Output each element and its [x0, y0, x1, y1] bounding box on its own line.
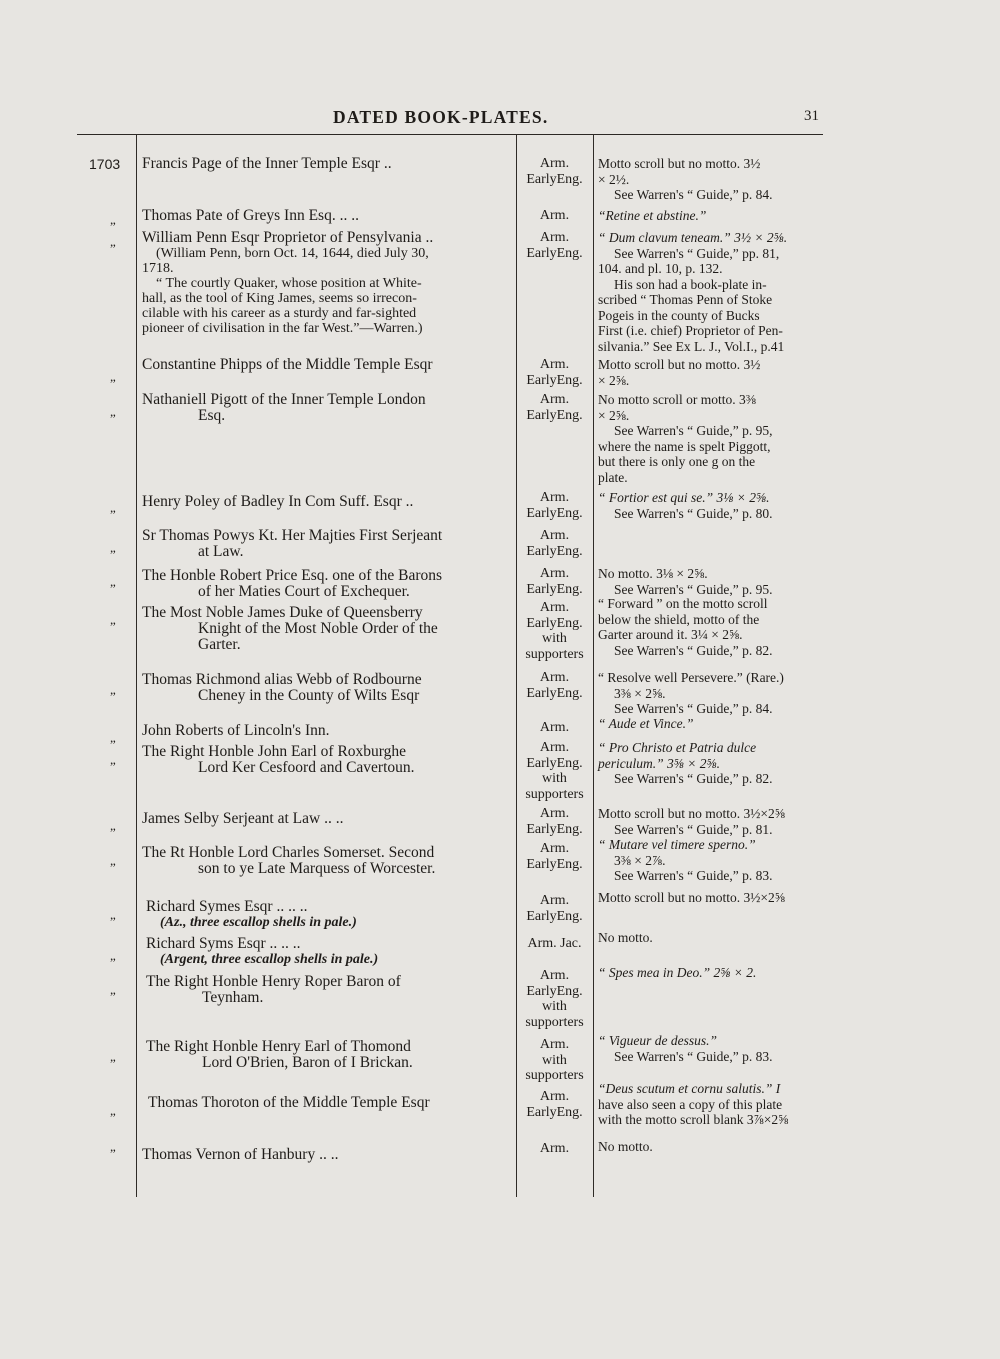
name-line: Esq.	[198, 407, 226, 424]
remarks-cell	[598, 156, 828, 203]
remark-line: × 2½.	[598, 171, 630, 187]
style-cell	[516, 392, 593, 423]
style-line: Arm.	[539, 893, 570, 908]
owner-name	[148, 1095, 516, 1111]
name-line: of her Maties Court of Exchequer.	[198, 583, 410, 600]
name-line: Henry Poley of Badley In Com Suff. Esqr ..	[142, 493, 414, 510]
ditto-mark: „	[110, 853, 116, 868]
remark-line: See Warren's “ Guide,” p. 84.	[614, 187, 773, 202]
style-line: Arm.	[539, 841, 570, 856]
remark-line: See Warren's “ Guide,” p. 83.	[614, 868, 773, 883]
remarks-cell	[598, 740, 828, 787]
owner-name	[142, 494, 510, 510]
name-line: Lord O'Brien, Baron of I Brickan.	[202, 1054, 413, 1071]
style-line: EarlyEng.	[526, 856, 583, 872]
style-cell	[516, 230, 593, 261]
name-line: (William Penn, born Oct. 14, 1644, died July 30,	[156, 246, 429, 261]
remarks-cell	[598, 357, 828, 388]
style-line: EarlyEng.	[526, 505, 583, 521]
ditto-mark: „	[110, 752, 116, 767]
remark-line: silvania.” See Ex L. J., Vol.I., p.41	[598, 338, 785, 354]
name-line: The Right Honble John Earl of Roxburghe	[142, 743, 407, 760]
remark-line: See Warren's “ Guide,” p. 80.	[614, 505, 773, 521]
owner-name	[142, 230, 510, 336]
style-line: Arm.	[539, 806, 570, 821]
style-line: with	[542, 1052, 567, 1068]
page-number: 31	[804, 108, 819, 124]
name-line: Sr Thomas Powys Kt. Her Majties First Serjeant	[142, 527, 443, 544]
style-cell	[516, 893, 593, 924]
style-line: supporters	[525, 1068, 584, 1083]
style-line: supporters	[525, 786, 584, 802]
ditto-mark: „	[110, 1139, 116, 1154]
remarks-cell	[598, 716, 828, 732]
name-line: 1718.	[142, 261, 174, 276]
year: 1703	[89, 156, 121, 172]
style-cell	[516, 1089, 593, 1120]
remark-line: “ Spes mea in Deo.” 2⅝ × 2.	[598, 965, 757, 980]
remark-line: “ Mutare vel timere sperno.”	[598, 837, 756, 852]
style-line: Arm.	[539, 1141, 570, 1156]
style-line: Arm.	[539, 528, 570, 543]
remark-line: “ Pro Christo et Patria dulce	[598, 740, 757, 755]
style-line: with	[542, 999, 567, 1014]
remarks-cell	[598, 596, 828, 658]
style-line: Arm.	[539, 1089, 570, 1104]
remark-line: No motto.	[598, 1139, 653, 1154]
remark-line: “ Resolve well Persevere.” (Rare.)	[598, 670, 784, 685]
name-line: at Law.	[198, 543, 244, 560]
owner-name	[142, 208, 510, 224]
ditto-mark: „	[110, 682, 116, 697]
style-cell	[516, 670, 593, 701]
name-line: John Roberts of Lincoln's Inn.	[142, 722, 330, 739]
remark-line: Pogeis in the county of Bucks	[598, 307, 760, 323]
remark-line: “ Aude et Vince.”	[598, 716, 694, 731]
header-rule	[77, 134, 823, 135]
remark-line: below the shield, motto of the	[598, 611, 760, 627]
style-cell	[516, 806, 593, 837]
name-line: Teynham.	[202, 989, 264, 1006]
owner-name	[142, 672, 510, 704]
remark-line: × 2⅝.	[598, 372, 630, 388]
remark-line: No motto scroll or motto. 3⅜	[598, 392, 756, 407]
ditto-mark: „	[110, 369, 116, 384]
remarks-cell	[598, 1033, 828, 1064]
remark-line: “ Forward ” on the motto scroll	[598, 596, 768, 611]
ditto-mark: „	[110, 982, 116, 997]
style-line: supporters	[525, 1014, 584, 1030]
remark-line: See Warren's “ Guide,” p. 83.	[614, 1048, 773, 1064]
ditto-mark: „	[110, 730, 116, 745]
style-line: EarlyEng.	[526, 908, 583, 924]
style-line: Arm.	[539, 490, 570, 505]
style-line: Arm.	[539, 720, 570, 735]
remarks-cell	[598, 1139, 828, 1155]
style-cell	[516, 740, 593, 802]
style-cell	[516, 208, 593, 224]
name-line: The Most Noble James Duke of Queensberry	[142, 604, 423, 621]
style-cell	[516, 1141, 593, 1157]
style-line: Arm.	[539, 968, 570, 983]
name-line: Thomas Richmond alias Webb of Rodbourne	[142, 671, 422, 688]
style-line: Arm.	[539, 357, 570, 372]
name-line: Garter.	[198, 636, 241, 653]
remark-line: with the motto scroll blank 3⅞×2⅝	[598, 1112, 789, 1127]
style-line: Arm.	[539, 392, 570, 407]
owner-name	[142, 605, 510, 653]
style-line: Arm.	[539, 600, 570, 615]
remark-line: See Warren's “ Guide,” p. 84.	[614, 701, 773, 716]
remarks-cell	[598, 837, 828, 884]
remarks-cell	[598, 890, 828, 906]
ditto-mark: „	[110, 948, 116, 963]
owner-name	[146, 1039, 514, 1071]
remark-line: First (i.e. chief) Proprietor of Pen-	[598, 323, 783, 338]
name-line: (Az., three escallop shells in pale.)	[160, 915, 357, 930]
owner-name	[142, 845, 510, 877]
name-line: (Argent, three escallop shells in pale.)	[160, 952, 379, 967]
remarks-cell	[598, 208, 828, 224]
ditto-mark: „	[110, 404, 116, 419]
name-line: Constantine Phipps of the Middle Temple Esqr	[142, 356, 433, 373]
remark-line: plate.	[598, 469, 628, 485]
ditto-mark: „	[110, 500, 116, 515]
ditto-mark: „	[110, 234, 116, 249]
name-line: Thomas Thoroton of the Middle Temple Esqr	[148, 1094, 430, 1111]
remark-line: scribed “ Thomas Penn of Stoke	[598, 292, 773, 307]
ditto-mark: „	[110, 212, 116, 227]
style-cell	[516, 490, 593, 521]
style-line: Arm.	[539, 670, 570, 685]
style-line: Arm.	[539, 156, 570, 171]
name-line: Thomas Pate of Greys Inn Esq. .. ..	[142, 207, 359, 224]
remarks-cell	[598, 806, 828, 837]
owner-name	[146, 899, 514, 931]
style-line: EarlyEng.	[526, 615, 583, 631]
name-line: son to ye Late Marquess of Worcester.	[198, 860, 436, 877]
name-line: The Right Honble Henry Roper Baron of	[146, 973, 401, 990]
style-line: EarlyEng.	[526, 685, 583, 701]
name-line: cilable with his career as a sturdy and far-sighted	[142, 306, 417, 321]
remark-line: Motto scroll but no motto. 3½×2⅝	[598, 890, 785, 905]
owner-name	[146, 936, 514, 968]
remark-line: No motto.	[598, 930, 653, 945]
style-cell	[516, 1037, 593, 1084]
remark-line: Motto scroll but no motto. 3½	[598, 156, 761, 171]
style-line: EarlyEng.	[526, 581, 583, 597]
owner-name	[142, 723, 510, 739]
owner-name	[146, 974, 514, 1006]
name-line: Thomas Vernon of Hanbury .. ..	[142, 1146, 339, 1163]
style-line: with	[542, 631, 567, 646]
name-line: Richard Symes Esqr .. .. ..	[146, 898, 308, 915]
owner-name	[142, 568, 510, 600]
name-line: James Selby Serjeant at Law .. ..	[142, 810, 344, 827]
owner-name	[142, 528, 510, 560]
owner-name	[142, 744, 510, 776]
remark-line: 104. and pl. 10, p. 132.	[598, 261, 723, 276]
style-line: EarlyEng.	[526, 245, 583, 261]
style-line: Arm.	[539, 208, 570, 223]
owner-name	[142, 156, 510, 172]
running-header: DATED BOOK-PLATES.	[333, 107, 549, 127]
name-line: Nathaniell Pigott of the Inner Temple London	[142, 391, 426, 408]
style-line: Arm.	[539, 1037, 570, 1052]
remark-line: See Warren's “ Guide,” p. 81.	[614, 821, 773, 837]
remarks-cell	[598, 1081, 828, 1128]
style-line: EarlyEng.	[526, 372, 583, 388]
name-line: The Honble Robert Price Esq. one of the Barons	[142, 567, 443, 584]
style-line: EarlyEng.	[526, 171, 583, 187]
name-line: “ The courtly Quaker, whose position at White-	[156, 276, 422, 291]
style-cell	[516, 841, 593, 872]
name-line: The Rt Honble Lord Charles Somerset. Second	[142, 844, 435, 861]
style-line: EarlyEng.	[526, 1104, 583, 1120]
name-line: Richard Syms Esqr .. .. ..	[146, 935, 301, 952]
remark-line: have also seen a copy of this plate	[598, 1096, 783, 1112]
style-cell	[516, 528, 593, 559]
remark-line: where the name is spelt Piggott,	[598, 438, 771, 454]
name-line: Lord Ker Cesfoord and Cavertoun.	[198, 759, 415, 776]
style-line: with	[542, 771, 567, 786]
ditto-mark: „	[110, 818, 116, 833]
remark-line: See Warren's “ Guide,” p. 95.	[614, 581, 773, 597]
remark-line: “ Dum clavum teneam.” 3½ × 2⅝.	[598, 230, 788, 245]
style-line: Arm.	[539, 230, 570, 245]
style-cell	[516, 968, 593, 1030]
style-line: Arm.	[539, 566, 570, 581]
style-cell	[516, 566, 593, 597]
style-cell	[516, 936, 593, 952]
remark-line: “ Vigueur de dessus.”	[598, 1033, 718, 1048]
remark-line: “Retine et abstine.”	[598, 208, 707, 223]
remark-line: “ Fortior est qui se.” 3⅛ × 2⅝.	[598, 490, 770, 505]
remark-line: See Warren's “ Guide,” p. 95,	[614, 423, 773, 438]
remark-line: × 2⅝.	[598, 407, 630, 423]
remarks-cell	[598, 566, 828, 597]
owner-name	[142, 392, 510, 424]
style-line: EarlyEng.	[526, 983, 583, 999]
remarks-cell	[598, 230, 828, 354]
style-cell	[516, 600, 593, 662]
style-line: supporters	[525, 646, 584, 662]
column-divider-arm	[593, 134, 594, 1197]
name-line: hall, as the tool of King James, seems so irrecon-	[142, 291, 417, 306]
ditto-mark: „	[110, 574, 116, 589]
style-cell	[516, 357, 593, 388]
column-divider-year	[136, 134, 137, 1197]
remark-line: 3⅜ × 2⅝.	[614, 685, 666, 701]
name-line: Francis Page of the Inner Temple Esqr ..	[142, 155, 392, 172]
name-line: pioneer of civilisation in the far West.”—Warren.)	[142, 321, 423, 336]
owner-name	[142, 811, 510, 827]
remark-line: See Warren's “ Guide,” p. 82.	[614, 771, 773, 786]
remark-line: See Warren's “ Guide,” p. 82.	[614, 642, 773, 658]
style-line: EarlyEng.	[526, 755, 583, 771]
ditto-mark: „	[110, 540, 116, 555]
remarks-cell	[598, 490, 828, 521]
style-line: Arm.	[539, 740, 570, 755]
style-line: EarlyEng.	[526, 543, 583, 559]
remark-line: Motto scroll but no motto. 3½×2⅝	[598, 806, 785, 821]
remark-line: “Deus scutum et cornu salutis.” I	[598, 1081, 781, 1096]
ditto-mark: „	[110, 907, 116, 922]
style-line: EarlyEng.	[526, 407, 583, 423]
style-line: Arm. Jac.	[527, 936, 582, 951]
remarks-cell	[598, 392, 828, 485]
remark-line: 3⅜ × 2⅞.	[614, 852, 666, 868]
ditto-mark: „	[110, 1049, 116, 1064]
name-line: Cheney in the County of Wilts Esqr	[198, 687, 420, 704]
style-cell	[516, 720, 593, 736]
ditto-mark: „	[110, 612, 116, 627]
name-line: William Penn Esqr Proprietor of Pensylvania ..	[142, 229, 434, 246]
name-line: Knight of the Most Noble Order of the	[198, 620, 438, 637]
ditto-mark: „	[110, 1103, 116, 1118]
owner-name	[142, 357, 510, 373]
remark-line: See Warren's “ Guide,” pp. 81,	[614, 245, 780, 261]
remarks-cell	[598, 965, 828, 981]
style-cell	[516, 156, 593, 187]
remark-line: periculum.” 3⅝ × 2⅝.	[598, 755, 720, 771]
remark-line: His son had a book-plate in-	[614, 276, 767, 292]
remarks-cell	[598, 930, 828, 946]
remark-line: Motto scroll but no motto. 3½	[598, 357, 761, 372]
remark-line: Garter around it. 3¼ × 2⅝.	[598, 627, 743, 642]
remarks-cell	[598, 670, 828, 717]
remark-line: but there is only one g on the	[598, 454, 756, 469]
name-line: The Right Honble Henry Earl of Thomond	[146, 1038, 411, 1055]
owner-name	[142, 1147, 510, 1163]
remark-line: No motto. 3⅛ × 2⅝.	[598, 566, 708, 581]
style-line: EarlyEng.	[526, 821, 583, 837]
